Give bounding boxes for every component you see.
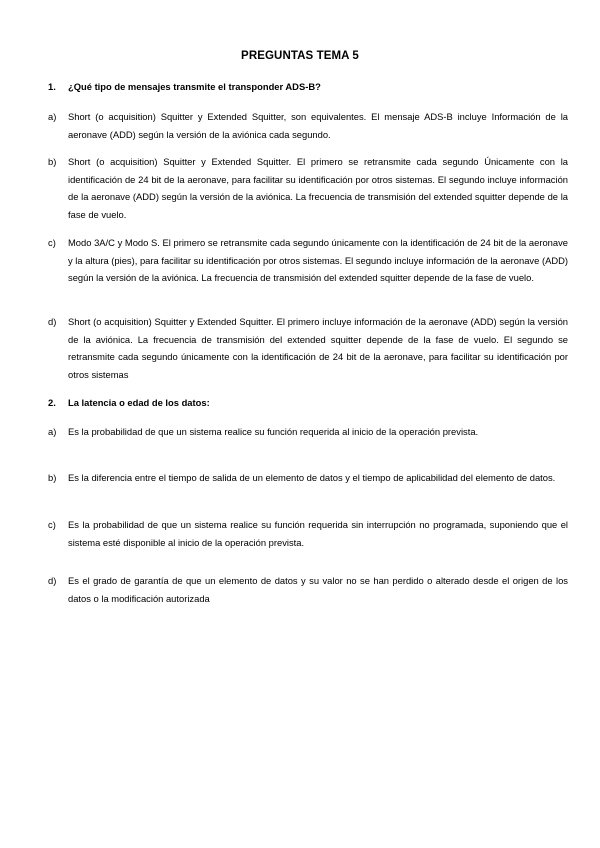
question-2-number: 2.	[48, 397, 56, 408]
option-letter: a)	[48, 426, 57, 437]
option-letter: b)	[48, 472, 57, 483]
option-text: Short (o acquisition) Squitter y Extended Squitter. El primero se retransmite cada segundo Únicamente con la identificación de 24 bit de la aeronave, para facilitar su identificación por otros sistemas. El segundo incluye información de la aeronave (ADD) según la versión de la aviónica. La frecuencia de transmisión del extended squitter depende de la fase de vuelo.	[68, 156, 568, 220]
option-letter: a)	[48, 111, 57, 122]
option-letter: d)	[48, 316, 57, 327]
question-2-option-a	[48, 423, 568, 441]
question-1-option-c	[48, 234, 568, 287]
option-text: Short (o acquisition) Squitter y Extended Squitter. El primero incluye información de la aeronave (ADD) según la versión de la aviónica. La frecuencia de transmisión del extended squitter depende de la fase de vuelo. El segundo se retransmite cada segundo únicamente con la identificación de 24 bit de la aeronave, para facilitar su identificación por otros sistemas	[68, 316, 568, 380]
question-1-option-d	[48, 313, 568, 383]
option-text: Es la diferencia entre el tiempo de salida de un elemento de datos y el tiempo de aplicabilidad del elemento de datos.	[68, 472, 556, 483]
option-text: Es la probabilidad de que un sistema realice su función requerida al inicio de la operación prevista.	[68, 426, 479, 437]
question-2-option-b	[48, 469, 568, 487]
option-letter: d)	[48, 575, 57, 586]
question-2-option-c	[48, 516, 568, 551]
option-letter: c)	[48, 519, 56, 530]
question-1-number: 1.	[48, 81, 56, 92]
option-text: Short (o acquisition) Squitter y Extended Squitter, son equivalentes. El mensaje ADS-B incluye Información de la aeronave (ADD) según la versión de la aviónica cada segundo.	[68, 111, 568, 140]
option-text: Modo 3A/C y Modo S. El primero se retransmite cada segundo únicamente con la identificación de 24 bit de la aeronave y la altura (pies), para facilitar su identificación por otros sistemas. El segundo incluye información de la aeronave (ADD) según la versión de la aviónica. La frecuencia de transmisión del extended squitter depende de la fase de vuelo.	[68, 237, 568, 283]
option-text: Es el grado de garantía de que un elemento de datos y su valor no se han perdido o alterado desde el origen de los datos o la modificación autorizada	[68, 575, 568, 604]
option-letter: b)	[48, 156, 57, 167]
page-title: PREGUNTAS TEMA 5	[241, 50, 359, 62]
question-1-option-b	[48, 153, 568, 223]
question-1-text: ¿Qué tipo de mensajes transmite el transponder ADS-B?	[68, 81, 321, 92]
question-2-option-d	[48, 572, 568, 607]
question-1-option-a	[48, 108, 568, 143]
question-2	[48, 396, 568, 409]
question-1	[48, 80, 568, 93]
question-2-text: La latencia o edad de los datos:	[68, 397, 210, 408]
option-letter: c)	[48, 237, 56, 248]
option-text: Es la probabilidad de que un sistema realice su función requerida sin interrupción no programada, suponiendo que el sistema esté disponible al inicio de la operación prevista.	[68, 519, 568, 548]
